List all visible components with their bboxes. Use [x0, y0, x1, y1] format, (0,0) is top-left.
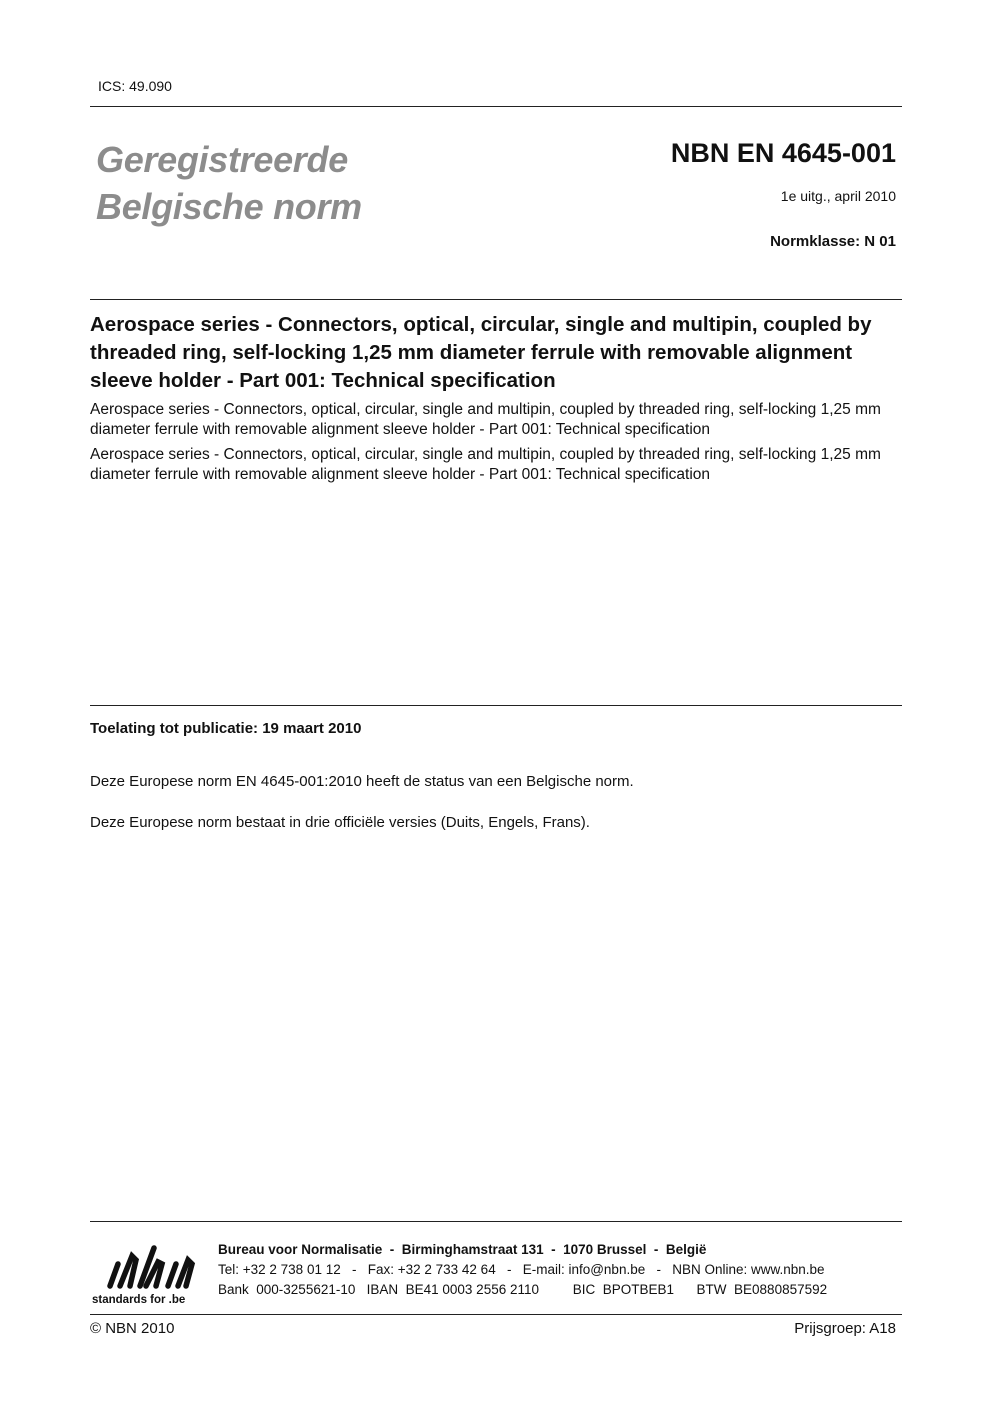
norm-class: Normklasse: N 01: [770, 233, 896, 250]
publication-approval: Toelating tot publicatie: 19 maart 2010: [90, 720, 362, 737]
footer-bank-details: Bank 000-3255621-10 IBAN BE41 0003 2556 2110 BIC BPOTBEB1 BTW BE0880857592: [218, 1282, 828, 1297]
footer-organisation: Bureau voor Normalisatie - Birminghamstraat 131 - 1070 Brussel - België: [218, 1242, 707, 1257]
copyright: © NBN 2010: [90, 1320, 175, 1337]
registered-line-2: Belgische norm: [96, 186, 362, 227]
nbn-logo: [90, 1236, 202, 1306]
registered-line-1: Geregistreerde: [96, 139, 348, 180]
bottom-divider: [90, 1314, 902, 1315]
versions-paragraph: Deze Europese norm bestaat in drie officiële versies (Duits, Engels, Frans).: [90, 814, 590, 831]
document-title-alt-1: Aerospace series - Connectors, optical, circular, single and multipin, coupled by threaded ring, self-locking 1,25 mm diameter ferrule with removable alignment sleeve holder - Part 001: Technical specification: [90, 401, 881, 438]
header-divider: [90, 106, 902, 107]
publication-divider: [90, 705, 902, 706]
price-group: Prijsgroep: A18: [794, 1320, 896, 1337]
document-title: Aerospace series - Connectors, optical, circular, single and multipin, coupled by threaded ring, self-locking 1,25 mm diameter ferrule with removable alignment sleeve holder - Part 001: Technical specification: [90, 313, 872, 392]
ics-code: ICS: 49.090: [98, 78, 172, 94]
footer-contact: Tel: +32 2 738 01 12 - Fax: +32 2 733 42 64 - E-mail: info@nbn.be - NBN Online: www.nbn.be: [218, 1262, 825, 1277]
logo-tagline: standards for .be: [92, 1294, 186, 1306]
footer-divider: [90, 1221, 902, 1222]
status-paragraph: Deze Europese norm EN 4645-001:2010 heeft de status van een Belgische norm.: [90, 773, 634, 790]
title-divider: [90, 299, 902, 300]
norm-number: NBN EN 4645-001: [670, 138, 896, 168]
registered-norm-title: [96, 136, 362, 230]
edition-date: 1e uitg., april 2010: [780, 188, 896, 204]
document-title-alt-2: Aerospace series - Connectors, optical, circular, single and multipin, coupled by threaded ring, self-locking 1,25 mm diameter ferrule with removable alignment sleeve holder - Part 001: Technical specification: [90, 446, 881, 483]
